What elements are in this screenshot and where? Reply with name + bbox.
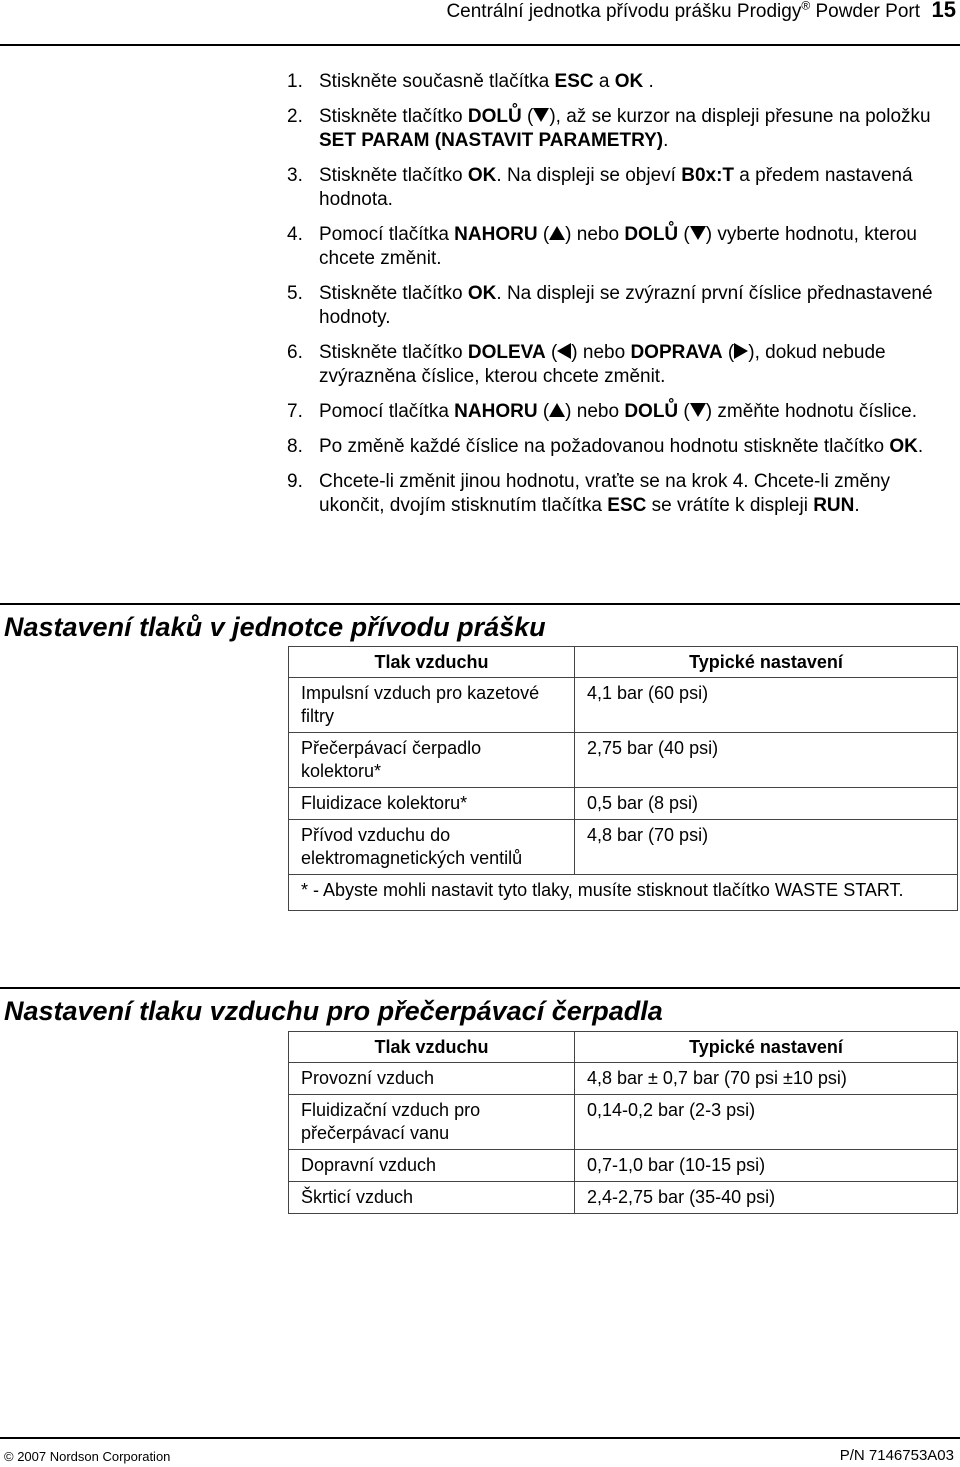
step-number: 6.	[287, 342, 303, 363]
section-divider	[0, 603, 960, 605]
step-item	[0, 470, 960, 518]
step-number: 5.	[287, 283, 303, 304]
step-text: se vrátíte k displeji	[646, 495, 814, 516]
step-text: Chcete-li změnit jinou hodnotu, vraťte se na krok 4. Chcete-li změny ukončit, dvojím stisknutím tlačítka	[319, 471, 891, 516]
header-title	[446, 0, 920, 24]
step-key-label: RUN	[813, 495, 855, 516]
step-number: 2.	[287, 106, 303, 127]
step-text: ), až se kurzor na displeji přesune na položku	[549, 106, 931, 127]
step-text: ) změňte hodnotu číslice.	[705, 401, 917, 422]
step-text: (	[722, 342, 735, 363]
section-heading-pump-air: Nastavení tlaku vzduchu pro přečerpávací čerpadla	[4, 996, 663, 1026]
column-header-typical-setting: Typické nastavení	[575, 1032, 958, 1063]
arrow-right-icon	[734, 343, 748, 359]
arrow-up-icon	[549, 403, 565, 417]
step-text: ) nebo	[565, 224, 625, 245]
header-title-tail: Powder Port	[810, 1, 920, 22]
step-number: 9.	[287, 471, 303, 492]
step-text: Stiskněte tlačítko	[319, 165, 468, 186]
cell-air-pressure: Impulsní vzduch pro kazetové filtry	[289, 678, 575, 733]
step-key-label: OK	[467, 165, 497, 186]
table-row	[289, 1150, 958, 1182]
cell-typical-setting: 2,75 bar (40 psi)	[575, 733, 958, 788]
step-key-label: OK	[614, 71, 644, 92]
column-header-air-pressure: Tlak vzduchu	[289, 647, 575, 678]
table-row	[289, 1095, 958, 1150]
step-item	[0, 282, 960, 330]
registered-mark: ®	[801, 0, 811, 13]
step-text: ) vyberte hodnotu, kterou chcete změnit.	[319, 224, 918, 269]
table-header-row	[289, 647, 958, 678]
procedure-steps	[0, 70, 960, 529]
table-header-row	[289, 1032, 958, 1063]
table-row	[289, 1063, 958, 1095]
arrow-down-icon	[690, 226, 706, 240]
cell-typical-setting: 4,1 bar (60 psi)	[575, 678, 958, 733]
pump-air-table	[288, 1031, 958, 1214]
step-item	[0, 400, 960, 424]
step-number: 8.	[287, 436, 303, 457]
part-number: P/N 7146753A03	[839, 1447, 954, 1464]
step-text: Pomocí tlačítka	[319, 401, 455, 422]
step-text: a předem nastavená hodnota.	[319, 165, 913, 210]
step-number: 4.	[287, 224, 303, 245]
table-footnote: * - Abyste mohli nastavit tyto tlaky, musíte stisknout tlačítko WASTE START.	[289, 875, 958, 911]
step-item	[0, 164, 960, 212]
column-header-air-pressure: Tlak vzduchu	[289, 1032, 575, 1063]
cell-air-pressure: Provozní vzduch	[289, 1063, 575, 1095]
step-key-label: OK	[889, 436, 918, 457]
step-key-label: NAHORU	[454, 224, 538, 245]
step-key-label: B0x:T	[681, 165, 735, 186]
step-key-label: DOLŮ	[624, 401, 679, 422]
section-divider	[0, 987, 960, 989]
step-number: 7.	[287, 401, 303, 422]
step-text: Po změně každé číslice na požadovanou hodnotu stiskněte tlačítko	[319, 436, 890, 457]
step-text: (	[521, 106, 534, 127]
step-text: ) nebo	[571, 342, 631, 363]
cell-air-pressure: Přívod vzduchu do elektromagnetických ventilů	[289, 820, 575, 875]
cell-air-pressure: Fluidizační vzduch pro přečerpávací vanu	[289, 1095, 575, 1150]
table-row	[289, 678, 958, 733]
table-row	[289, 1182, 958, 1214]
cell-air-pressure: Fluidizace kolektoru*	[289, 788, 575, 820]
step-item	[0, 223, 960, 271]
column-header-typical-setting: Typické nastavení	[575, 647, 958, 678]
step-text: .	[663, 130, 669, 151]
cell-typical-setting: 0,14-0,2 bar (2-3 psi)	[575, 1095, 958, 1150]
step-key-label: DOLŮ	[624, 224, 679, 245]
step-text: ) nebo	[565, 401, 625, 422]
page-footer	[0, 1437, 960, 1467]
step-key-label: ESC	[554, 71, 594, 92]
arrow-down-icon	[533, 108, 549, 122]
pressure-table	[288, 646, 958, 911]
step-text: (	[678, 401, 690, 422]
cell-typical-setting: 4,8 bar (70 psi)	[575, 820, 958, 875]
step-text: Pomocí tlačítka	[319, 224, 455, 245]
step-item	[0, 341, 960, 389]
step-key-label: SET PARAM (NASTAVIT PARAMETRY)	[319, 130, 664, 151]
step-item	[0, 435, 960, 459]
copyright: © 2007 Nordson Corporation	[4, 1449, 171, 1464]
step-text: (	[537, 401, 550, 422]
arrow-left-icon	[557, 343, 571, 359]
cell-typical-setting: 2,4-2,75 bar (35-40 psi)	[575, 1182, 958, 1214]
step-text: . Na displeji se zvýrazní první číslice přednastavené hodnoty.	[319, 283, 933, 328]
step-text: .	[917, 436, 924, 457]
step-key-label: DOLEVA	[467, 342, 546, 363]
table-row	[289, 820, 958, 875]
page-header	[0, 0, 960, 46]
step-key-label: OK	[467, 283, 497, 304]
step-text: (	[545, 342, 558, 363]
step-text: Stiskněte tlačítko	[319, 283, 468, 304]
step-text: Stiskněte tlačítko	[319, 106, 468, 127]
table-row	[289, 788, 958, 820]
arrow-down-icon	[690, 403, 706, 417]
cell-typical-setting: 4,8 bar ± 0,7 bar (70 psi ±10 psi)	[575, 1063, 958, 1095]
step-text: Stiskněte současně tlačítka	[319, 71, 555, 92]
arrow-up-icon	[549, 226, 565, 240]
table-note-row	[289, 875, 958, 911]
step-number: 3.	[287, 165, 303, 186]
step-text: (	[678, 224, 690, 245]
page-number: 15	[931, 0, 956, 22]
step-key-label: DOPRAVA	[630, 342, 723, 363]
cell-typical-setting: 0,7-1,0 bar (10-15 psi)	[575, 1150, 958, 1182]
step-text: .	[854, 495, 860, 516]
cell-air-pressure: Škrticí vzduch	[289, 1182, 575, 1214]
step-item	[0, 105, 960, 153]
cell-air-pressure: Přečerpávací čerpadlo kolektoru*	[289, 733, 575, 788]
section-heading-pressures: Nastavení tlaků v jednotce přívodu prášku	[4, 612, 546, 642]
step-text: ), dokud nebude zvýrazněna číslice, kterou chcete změnit.	[319, 342, 886, 387]
table-row	[289, 733, 958, 788]
cell-typical-setting: 0,5 bar (8 psi)	[575, 788, 958, 820]
step-key-label: NAHORU	[454, 401, 538, 422]
header-title-main: Centrální jednotka přívodu prášku Prodigy	[446, 1, 802, 22]
step-text: Stiskněte tlačítko	[319, 342, 468, 363]
step-number: 1.	[287, 71, 303, 92]
step-text: (	[537, 224, 550, 245]
cell-air-pressure: Dopravní vzduch	[289, 1150, 575, 1182]
step-text: . Na displeji se objeví	[496, 165, 682, 186]
step-key-label: DOLŮ	[467, 106, 522, 127]
step-text: .	[643, 71, 654, 92]
step-text: a	[593, 71, 615, 92]
step-item	[0, 70, 960, 94]
step-key-label: ESC	[607, 495, 647, 516]
